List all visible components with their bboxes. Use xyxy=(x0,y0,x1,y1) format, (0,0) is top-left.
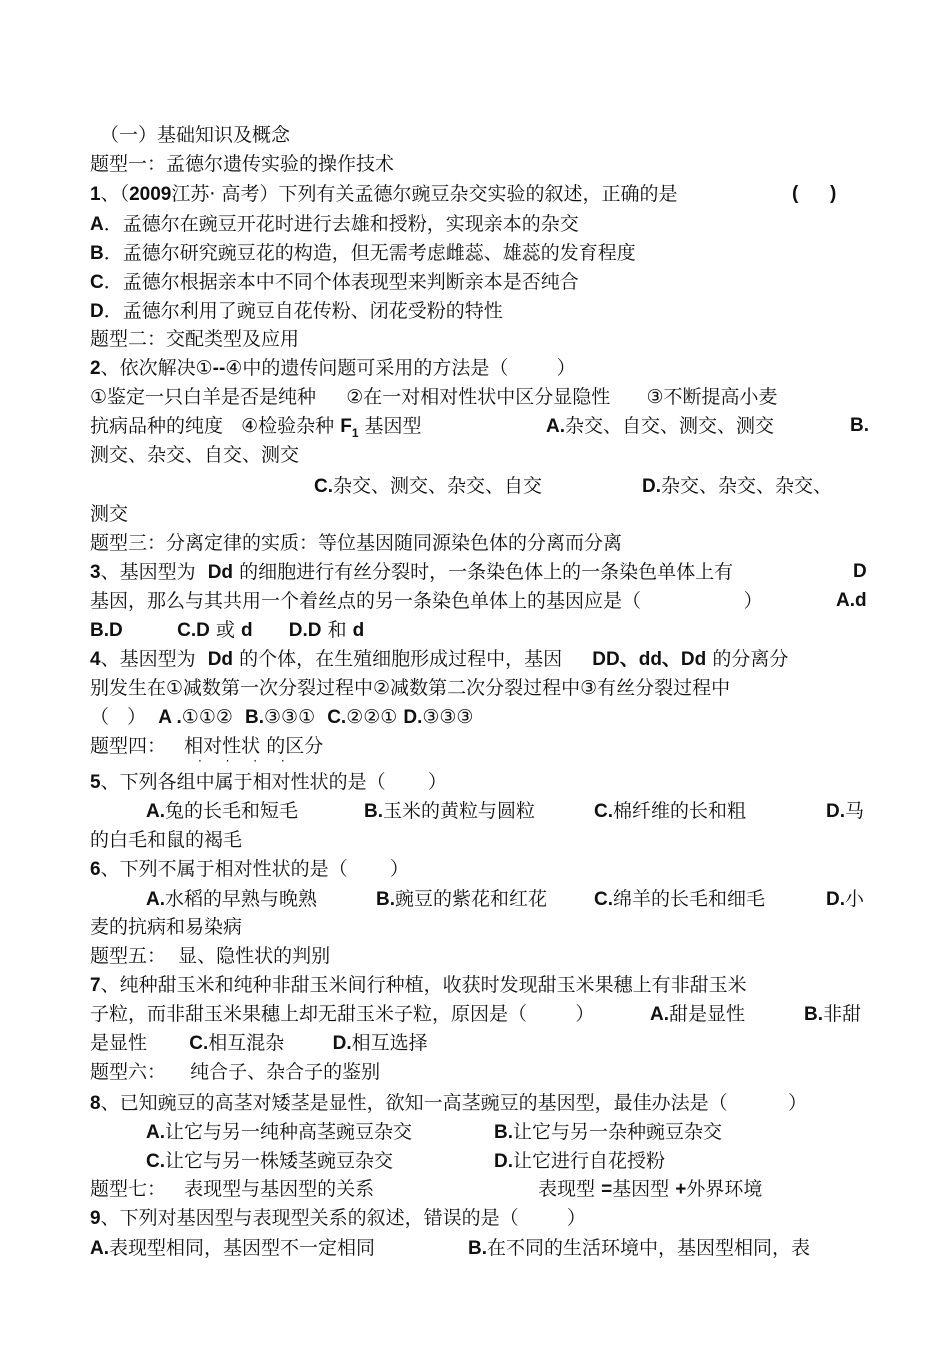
question-1-option-c: C．孟德尔根据亲本中不同个体表现型来判断亲本是否纯合 xyxy=(90,271,579,293)
question-7-stem: 7、纯种甜玉米和纯种非甜玉米间行种植，收获时发现甜玉米果穗上有非甜玉米 xyxy=(90,974,747,996)
question-3-line-2: 基因，那么与其共用一个着丝点的另一条染色单体上的基因应是（ ） xyxy=(90,590,763,612)
question-5-stem: 5、下列各组中属于相对性状的是（ ） xyxy=(90,771,447,793)
question-6-option-d: D.小 xyxy=(826,888,865,910)
question-6-stem: 6、下列不属于相对性状的是（ ） xyxy=(90,858,409,880)
question-6-option-b: B.豌豆的紫花和红花 xyxy=(376,888,548,910)
question-8-option-a: A.让它与另一纯种高茎豌豆杂交 xyxy=(146,1121,413,1143)
question-1-answer-bracket: ( ) xyxy=(792,183,837,204)
question-6-option-a: A.水稻的早熟与晚熟 xyxy=(146,888,318,910)
question-5-option-d-continued: 的白毛和鼠的褐毛 xyxy=(90,829,243,851)
question-2-option-b-key: B. xyxy=(850,415,869,436)
question-9-option-a: A.表现型相同，基因型不一定相同 xyxy=(90,1237,376,1259)
question-2-stem: 2、依次解决①--④中的遗传问题可采用的方法是（ ） xyxy=(90,357,576,379)
type-7-title: 题型七： 表现型与基因型的关系 xyxy=(90,1178,375,1200)
type-6-title: 题型六： 纯合子、杂合子的鉴别 xyxy=(90,1061,381,1083)
section-heading: （一）基础知识及概念 xyxy=(100,124,291,146)
question-1-option-d: D．孟德尔利用了豌豆自花传粉、闭花受粉的特性 xyxy=(90,300,503,322)
question-2-option-b: 测交、杂交、自交、测交 xyxy=(90,444,300,466)
question-2-option-d: D.杂交、杂交、杂交、 xyxy=(642,475,833,497)
question-4-line-2: 别发生在①减数第一次分裂过程中②减数第二次分裂过程中③有丝分裂过程中 xyxy=(90,677,731,699)
type-3-title: 题型三：分离定律的实质：等位基因随同源染色体的分离而分离 xyxy=(90,532,623,554)
question-5-option-a: A.兔的长毛和短毛 xyxy=(146,800,299,822)
question-5-option-c: C.棉纤维的长和粗 xyxy=(594,800,747,822)
question-6-option-d-continued: 麦的抗病和易染病 xyxy=(90,916,243,938)
question-2-option-d-continued: 测交 xyxy=(90,503,129,525)
question-2-line-3: 抗病品种的纯度 ④检验杂种 $F_1$ 基因型 xyxy=(90,415,422,440)
question-6-option-c: C.绵羊的长毛和细毛 xyxy=(594,888,766,910)
question-5-option-b: B.玉米的黄粒与圆粒 xyxy=(364,800,536,822)
question-1-stem: 1、（2009江苏· 高考）下列有关孟德尔豌豆杂交实验的叙述，正确的是 xyxy=(90,183,678,205)
question-8-stem: 8、已知豌豆的高茎对矮茎是显性，欲知一高茎豌豆的基因型，最佳办法是（ ） xyxy=(90,1092,807,1114)
question-7-option-b: B.非甜 xyxy=(804,1003,862,1025)
question-7-options-cd: 是显性 C.相互混杂 D.相互选择 xyxy=(90,1032,428,1054)
question-1-option-b: B．孟德尔研究豌豆花的构造，但无需考虑雌蕊、雄蕊的发育程度 xyxy=(90,242,636,264)
type-4-title: 题型四： 相对性状 的区分 xyxy=(90,735,324,757)
question-2-option-c: C.杂交、测交、杂交、自交 xyxy=(314,475,543,497)
question-7-line-2: 子粒，而非甜玉米果穗上却无甜玉米子粒，原因是（ ） xyxy=(90,1003,595,1025)
type-7-formula: 表现型 =基因型 +外界环境 xyxy=(538,1178,763,1200)
question-4-options: （ ） A .①①② B.③③① C.②②① D.③③③ xyxy=(90,706,474,728)
question-4-stem: 4、基因型为 Dd 的个体，在生殖细胞形成过程中，基因 DD、dd、Dd 的分离分 xyxy=(90,648,789,670)
question-9-stem: 9、下列对基因型与表现型关系的叙述，错误的是（ ） xyxy=(90,1207,586,1229)
question-3-options: B.D C.D 或 d D.D 和 d xyxy=(90,619,365,641)
question-2-option-a: A.杂交、自交、测交、测交 xyxy=(546,415,775,437)
question-9-option-b: B.在不同的生活环境中，基因型相同，表 xyxy=(468,1237,811,1259)
question-3-stem: 3、基因型为 Dd 的细胞进行有丝分裂时，一条染色体上的一条染色单体上有 xyxy=(90,561,734,583)
question-3-gene-d: D xyxy=(853,561,867,582)
type-5-title: 题型五： 显、隐性状的判别 xyxy=(90,945,331,967)
question-2-line-2: ①鉴定一只白羊是否是纯种 ②在一对相对性状中区分显隐性 ③不断提高小麦 xyxy=(90,386,778,408)
type-2-title: 题型二：交配类型及应用 xyxy=(90,328,300,350)
emphasis-dots: · · · · xyxy=(198,754,295,768)
question-8-option-b: B.让它与另一杂种豌豆杂交 xyxy=(494,1121,723,1143)
type-1-title: 题型一：孟德尔遗传实验的操作技术 xyxy=(90,153,395,175)
question-1-option-a: A．孟德尔在豌豆开花时进行去雄和授粉，实现亲本的杂交 xyxy=(90,213,579,235)
question-8-option-c: C.让它与另一株矮茎豌豆杂交 xyxy=(146,1150,394,1172)
question-5-option-d: D.马 xyxy=(826,800,865,822)
question-3-option-a: A.d xyxy=(836,590,867,611)
question-8-option-d: D.让它进行自花授粉 xyxy=(494,1150,666,1172)
question-7-option-a: A.甜是显性 xyxy=(650,1003,746,1025)
